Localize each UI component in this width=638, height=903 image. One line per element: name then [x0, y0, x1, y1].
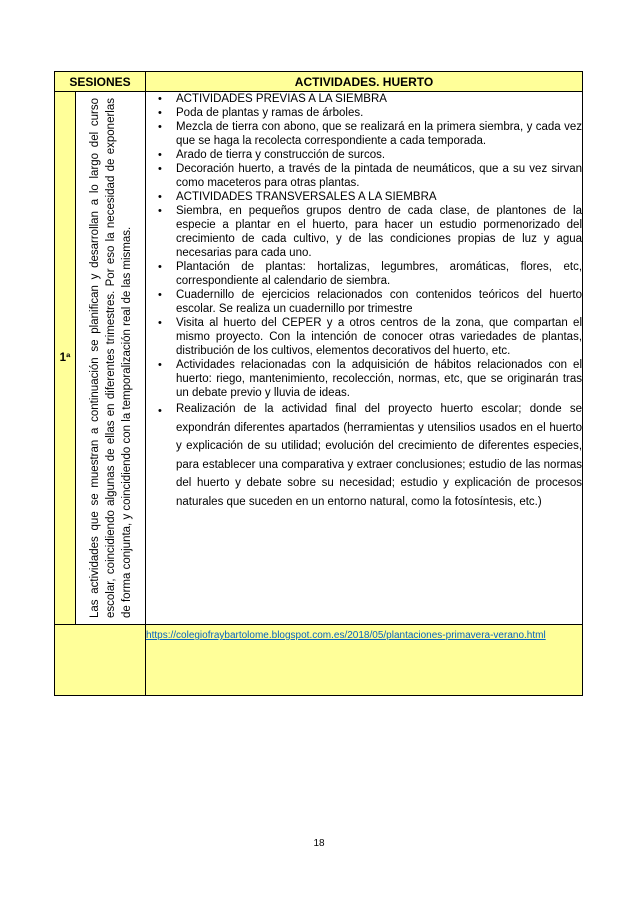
bullet-icon: • — [158, 121, 162, 133]
bullet-icon: • — [158, 93, 162, 105]
list-item: • Siembra, en pequeños grupos dentro de cada clase, de plantones de la especie a plantar en el huerto, para hacer un estudio pormenorizado del crecimiento de cada cultivo, y de las condiciones propias de luz y agua necesarias para cada uno. — [158, 205, 583, 259]
link-row — [55, 625, 583, 696]
list-item: • Plantación de plantas: hortalizas, legumbres, aromáticas, flores, etc, correspondiente al calendario de siembra. — [158, 261, 583, 287]
link-cell — [146, 625, 583, 696]
bullet-icon: • — [158, 261, 162, 273]
table-header-row — [55, 72, 583, 92]
list-item: • ACTIVIDADES PREVIAS A LA SIEMBRA — [158, 93, 387, 105]
source-link[interactable]: https://colegiofraybartolome.blogspot.com.es/2018/05/plantaciones-primavera-verano.html — [146, 630, 546, 641]
list-item: • Visita al huerto del CEPER y a otros centros de la zona, que compartan el mismo proyecto. Con la intención de conocer otras variedades de plantas, distribución de los cultivos, elementos decorativos del huerto, etc. — [158, 317, 583, 357]
bullet-icon: • — [158, 359, 162, 371]
session-number: 1ª — [55, 92, 76, 625]
list-item: • Actividades relacionadas con la adquisición de hábitos relacionados con el huerto: riego, mantenimiento, recolección, normas, etc, que se originarán tras un debate previo y lluvia de ideas. — [158, 359, 583, 399]
list-item: • Mezcla de tierra con abono, que se realizará en la primera siembra, y cada vez que se haga la recolecta correspondiente a cada temporada. — [158, 121, 583, 147]
activities-cell — [146, 92, 583, 625]
session-description: Las actividades que se muestran a continuación se planifican y desarrollan a lo largo del curso escolar, coincidiendo algunas de ellas en diferentes trimestres. Por eso la necesidad de exponerlas de forma conjunta, y coincidiendo con la temporalización real de las mismas. — [88, 98, 133, 618]
bullet-icon: • — [158, 163, 162, 175]
list-item: • Poda de plantas y ramas de árboles. — [158, 107, 364, 119]
bullet-icon: • — [158, 317, 162, 329]
page-number: 18 — [313, 838, 325, 849]
session-row — [55, 92, 583, 625]
activities-list — [146, 92, 582, 511]
bullet-icon: • — [158, 149, 162, 161]
list-item: • Cuadernillo de ejercicios relacionados con contenidos teóricos del huerto escolar. Se realiza un cuadernillo por trimestre — [158, 289, 583, 315]
list-item: • ACTIVIDADES TRANSVERSALES A LA SIEMBRA — [158, 191, 437, 203]
activities-table — [54, 71, 583, 696]
list-item: • Arado de tierra y construcción de surcos. — [158, 149, 386, 161]
list-item: • Realización de la actividad final del proyecto huerto escolar; donde se expondrán diferentes apartados (herramientas y utensilios usados en el huerto y explicación de su utilidad; evolución del crecimiento de diferentes especies, para establecer una comparativa y extraer conclusiones; estudio de las normas del huerto y debate sobre su necesidad; estudio y explicación de procesos naturales que suceden en un entorno natural, como la fotosíntesis, etc.) — [158, 403, 583, 508]
session-description-cell — [76, 92, 146, 625]
link-row-spacer — [55, 625, 146, 696]
list-item: • Decoración huerto, a través de la pintada de neumáticos, que a su vez sirvan como maceteros para otras plantas. — [158, 163, 583, 189]
bullet-icon: • — [158, 205, 162, 217]
bullet-icon: • — [158, 405, 162, 417]
header-sessions: SESIONES — [55, 72, 146, 92]
bullet-icon: • — [158, 107, 162, 119]
bullet-icon: • — [158, 191, 162, 203]
bullet-icon: • — [158, 289, 162, 301]
header-activities: ACTIVIDADES. HUERTO — [146, 72, 583, 92]
